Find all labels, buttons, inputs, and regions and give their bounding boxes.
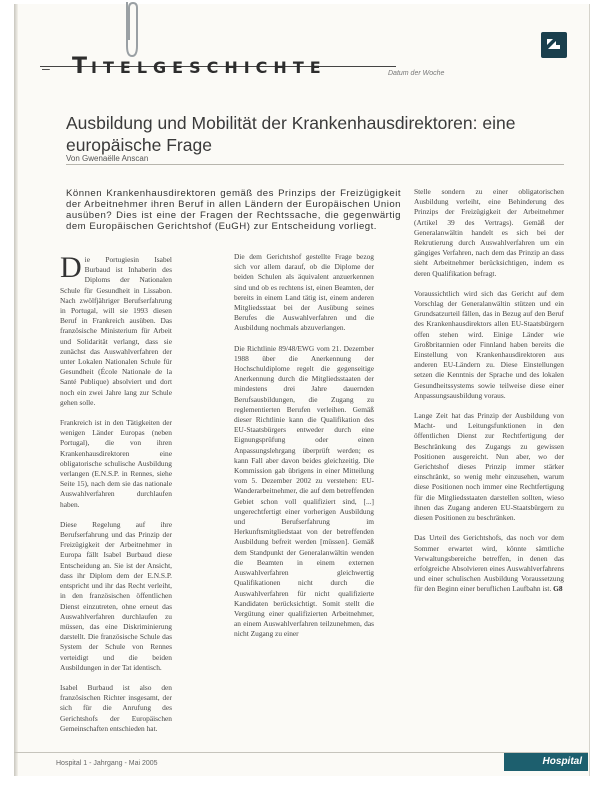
- article-title: Ausbildung und Mobilität der Krankenhausdirektoren: eine europäische Frage: [66, 113, 516, 155]
- section-dash: –: [42, 60, 50, 76]
- title-rule: [66, 164, 564, 165]
- paragraph: Lange Zeit hat das Prinzip der Ausbildung von Macht- und Leitungsfunktionen in den öffentlichen Dienst zur Rechtfertigung der Beschränkung des Zugangs zu gewissen Positionen ausgereicht. Nun aber, wo der Gerichtshof dieses Prinzip immer stärker einschränkt, so wenig mehr einzusehen, warum diese Positionen noch immer eine Rechtfertigung für die Mitgliedsstaaten darstellen sollten, wieso ihnen das Zugang anderen EU-Staatsbürgern zu diesen Positionen zu beschränken.: [414, 411, 564, 523]
- footer-rule: [14, 752, 588, 753]
- article-lead: Können Krankenhausdirektoren gemäß des Prinzips der Freizügigkeit der Arbeitnehmer ihren Beruf in allen Ländern der Europäischen Union ausüben? Dies ist eine der Fragen der Rechtssache, die gegenwärtig dem Europäischen Gerichtshof (EuGH) zur Entscheidung vorliegt.: [66, 188, 401, 232]
- article-column-1: [60, 251, 172, 744]
- footer-brand-logo: [504, 753, 588, 771]
- paragraph: Die Richtlinie 89/48/EWG vom 21. Dezember 1988 über die Anerkennung der Hochschuldiplome regelt die gegenseitige Anerkennung durch die Mitgliedsstaaten der mindestens drei Jahre dauernden Berufsausbildungen, die Zugang zu reglementierten Berufen verleihen. Gemäß dieser Richtlinie kann die Qualifikation des EU-Staatsbürgers entweder durch eine Eignungsprüfung oder einen Anpassungslehrgang überprüft werden; es kann Fall aber davon beides gleichzeitig. Die Kommission gab übrigens in einer Mitteilung vom 5. Dezember 2002 zu verstehen: EU-Wanderarbeitnehmer, die auf dem betreffenden Gebiet schon voll qualifiziert sind, [...] ungerechtfertigt einer vorherigen Ausbildung und Berufserfahrung im Herkunftsmitgliedstaat von der betreffenden Ausbildung befreit werden [müssen]. Gemäß dem Standpunkt der Generalanwältin wenden die Beamten in einem externen Auswahlverfahren gleichwertig Qualifikationen nicht durch die Auswahlverfahren für nicht qualifizierte Kandidaten berücksichtigt. Somit stellt die Vergütung einer qualifizierten Arbeitnehmer, an einem Auswahlverfahren teilzunehmen, das nicht Zugang zu einer: [234, 343, 374, 639]
- section-label-initial: T: [72, 54, 92, 79]
- paragraph: [60, 251, 172, 408]
- arrow-icon: [544, 35, 564, 55]
- paragraph: Isabel Burbaud ist also den französischen Richter insgesamt, der sich für die Anrufung des Gerichtshofs der Europäischen Gemeinschaften entschieden hat.: [60, 682, 172, 733]
- paragraph: Diese Regelung auf ihre Berufserfahrung und das Prinzip der Freizügigkeit der Arbeitnehmer in Europa fällt Isabel Burbaud diese Entscheidung an. Sie ist der Ansicht, dass ihr Diplom dem der E.N.S.P. entspricht und ihr das Recht verleiht, in den französischen öffentlichen Dienst einzutreten, ohne erneut das Auswahlverfahren durchlaufen zu müssen, das eine Diskriminierung darstellt. Die französische Schule das System der Schule von Rennes verteidigt und die beiden Ausbildungen in der Tat identisch.: [60, 519, 172, 672]
- section-label-rest: ITELGESCHICHTE: [91, 58, 327, 77]
- paperclip-icon: [118, 0, 144, 62]
- page-number: G8: [553, 584, 563, 594]
- footer-issue: Hospital 1 - Jahrgang - Mai 2005: [56, 760, 158, 767]
- article-column-2: [234, 252, 374, 650]
- paragraph: Frankreich ist in den Tätigkeiten der wenigen Länder Europas (neben Portugal), die von ihren Krankenhausdirektoren eine obligatorische schulische Ausbildung verlangen (E.N.S.P. in Rennes, siehe Seite 15), nach dem sie das nationale Auswahlverfahren durchlaufen haben.: [60, 418, 172, 509]
- paragraph: [414, 533, 564, 594]
- paragraph-text: Das Urteil des Gerichtshofs, das noch vor dem Sommer erwartet wird, könnte sämtliche Verwaltungsbereiche betreffen, in denen das erfolgreiche Absolvieren eines Auswahlverfahrens und einer schulischen Ausbildung Voraussetzung für den Beginn einer beruflichen Laufbahn ist.: [414, 533, 564, 594]
- footer-brand: Hospital: [542, 756, 582, 767]
- drop-cap: D: [60, 251, 82, 284]
- date-label: Datum der Woche: [388, 70, 445, 77]
- article-column-3: [414, 187, 564, 605]
- corner-badge: [541, 32, 567, 58]
- article-author: Von Gwenaëlle Anscan: [66, 154, 149, 163]
- paragraph-text: ie Portugiesin Isabel Burbaud ist Inhaberin des Diploms der Nationalen Schule für Gesundheit in Lissabon. Nach zwölfjähriger Berufserfahrung in Portugal, will sie 1993 diesen Beruf in Frankreich ausüben. Das französische Ministerium für Arbeit und Solidarität verlangt, dass sie zunächst das Auswahlverfahren der unter Lokalen Nationalen Schule für Gesundheit (École Nationale de la Santé Publique) absolviert und dort noch ein zwei Jahre lang zur Schule gehen solle.: [60, 255, 172, 407]
- section-label: [72, 54, 327, 79]
- paragraph: Stelle sondern zu einer obligatorischen Ausbildung verleiht, eine Behinderung des Prinzips der Freizügigkeit der Arbeitnehmer (Artikel 39 des Vertrags). Gemäß der Generalanwältin handelt es sich bei der Rekrutierung durch Auswahlverfahren um ein gängiges Verfahren, nach dem das Prinzip an dass sieht Arbeitnehmer berücksichtigen, indem es deren Qualifikation befragt.: [414, 187, 564, 278]
- paragraph: Voraussichtlich wird sich das Gericht auf dem Vorschlag der Generalanwältin stützen und ein Grundsatzurteil fällen, das in Bezug auf den Beruf des Krankenhausdirektors allen EU-Staatsbürgern offen stehen wird. Einige Länder wie Großbritannien oder Finnland haben bereits die Einstellung von Krankenhausdirektoren aus anderen EU-Ländern zu. Diese Einstellungen setzen die Kenntnis der Sprache und des lokalen Gesundheitssystems sowie teilweise diese einer Anpassungsausbildung voraus.: [414, 288, 564, 400]
- page-edge-shadow: [14, 4, 18, 776]
- paragraph: Die dem Gerichtshof gestellte Frage bezog sich vor allem darauf, ob die Diplome der beiden Schulen als äquivalent anzuerkennen sind und ob es rechtens ist, einen Beamten, der bereits in einem Land tätig ist, einem anderen Mitgliedsstaat bei der Ausübung seines Berufes die Auswahlverfahren und die Ausbildung nochmals abzuverlangen.: [234, 252, 374, 333]
